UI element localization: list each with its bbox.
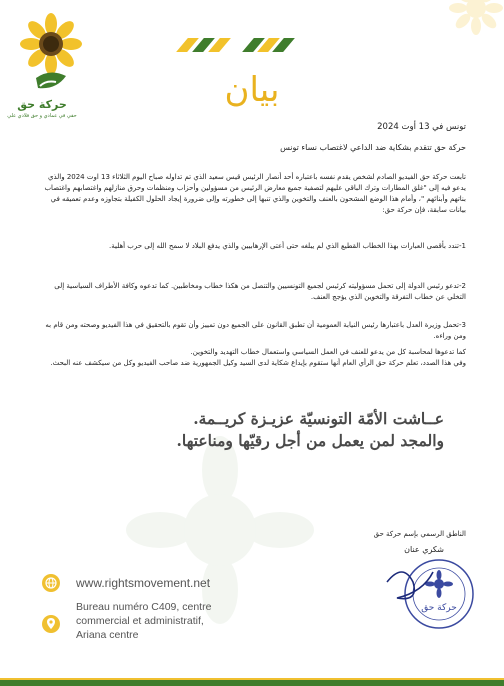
complaint-note: وفي هذا الصدد، تعلم حركة حق الرأي العام أنها ستقوم بإيداع شكاية لدى السيد وكيل الجمهورية ضد صاحب الفيديو وكل من سيكشف عنه البحث. [50, 359, 466, 367]
point-1: 1-تندد بأقصى العبارات بهذا الخطاب القطيع الذي لم يبلغه حتى أعتى الإرهابيين والذي يدفع البلاد لا سمح الله إلى حرب أهلية. [109, 242, 466, 250]
point-3: 3-تحمل وزيرة العدل باعتبارها رئيس النيابة العمومية أن تطبق القانون على الجميع دون تمييز وأن تقوم بالتحقيق في هذا الفيديو وصحته ومن قام به ومن وراءه. [45, 321, 466, 340]
website-link[interactable]: www.rightsmovement.net [76, 576, 211, 590]
location-pin-icon [42, 615, 60, 633]
org-tagline: حقي في عمادي و حق فلادي علي [7, 113, 77, 119]
address-line-3: Ariana centre [76, 629, 139, 641]
point-2: 2-تدعو رئيس الدولة إلى تحمل مسؤوليته كرئيس لجميع التونسيين والتنصل من هكذا خطاب ومخاطبين. كما تدعوه وكافة الأطراف السياسية إلى التخلي عن خطاب التفرقة والتخوين الذي يؤجج العنف. [54, 282, 466, 301]
globe-icon [42, 574, 60, 592]
page-title: بيان [224, 70, 280, 110]
closing-slogan [24, 408, 444, 452]
signatory-title: الناطق الرسمي بإسم حركة حق [373, 530, 466, 538]
org-name: حركة حق [17, 98, 67, 111]
letter-date: تونس في 13 أوت 2024 [377, 122, 466, 132]
slogan-line-1: عــاشت الأمّة التونسيّة عزيـزة كريــمة. [193, 409, 444, 428]
address-line-2: commercial et administratif, [76, 615, 204, 627]
seal-text: حركة حق [421, 603, 457, 613]
slogan-line-2: والمجد لمن يعمل من أجل رقيّها ومناعتها. [176, 431, 444, 450]
point-3-continued: كما تدعوها لمحاسبة كل من يدعو للعنف في العمل السياسي واستعمال خطاب التهديد والتخوين. [190, 348, 466, 356]
sunflower-decor-icon [440, 0, 504, 40]
address [76, 600, 276, 642]
address-line-1: Bureau numéro C409, centre [76, 601, 212, 613]
letter-subject: حركة حق تتقدم بشكاية ضد الداعي لاغتصاب نساء تونس [280, 143, 466, 152]
official-seal [383, 552, 479, 642]
footer-bar [0, 680, 504, 686]
intro-paragraph: تابعت حركة حق الفيديو الصادم لشخص يقدم نفسه باعتباره أحد أنصار الرئيس قيس سعيد الذي تم تداوله صباح اليوم الثلاثاء 13 اوت 2024 والذي يدعو فيه إلى "غلق المطارات وترك الباقي عليهم لتصفية جميع معارض الرئيس من مسؤولين وأحزاب ومنظمات وحرق منازلهم واغتصابهم واغتصاب بناتهم وأبنائهم "، وأمام هذا الوضع المشحون بالعنف والتخوين والذي تنبها إلى خطورته وإلى ضرورة إيجاد الحلول الكفيلة بتجاوزه وعدم تعميقه في بيانات سابقة، فإن حركة حق: [44, 173, 466, 214]
signatory-name: شكري عنان [404, 545, 444, 554]
